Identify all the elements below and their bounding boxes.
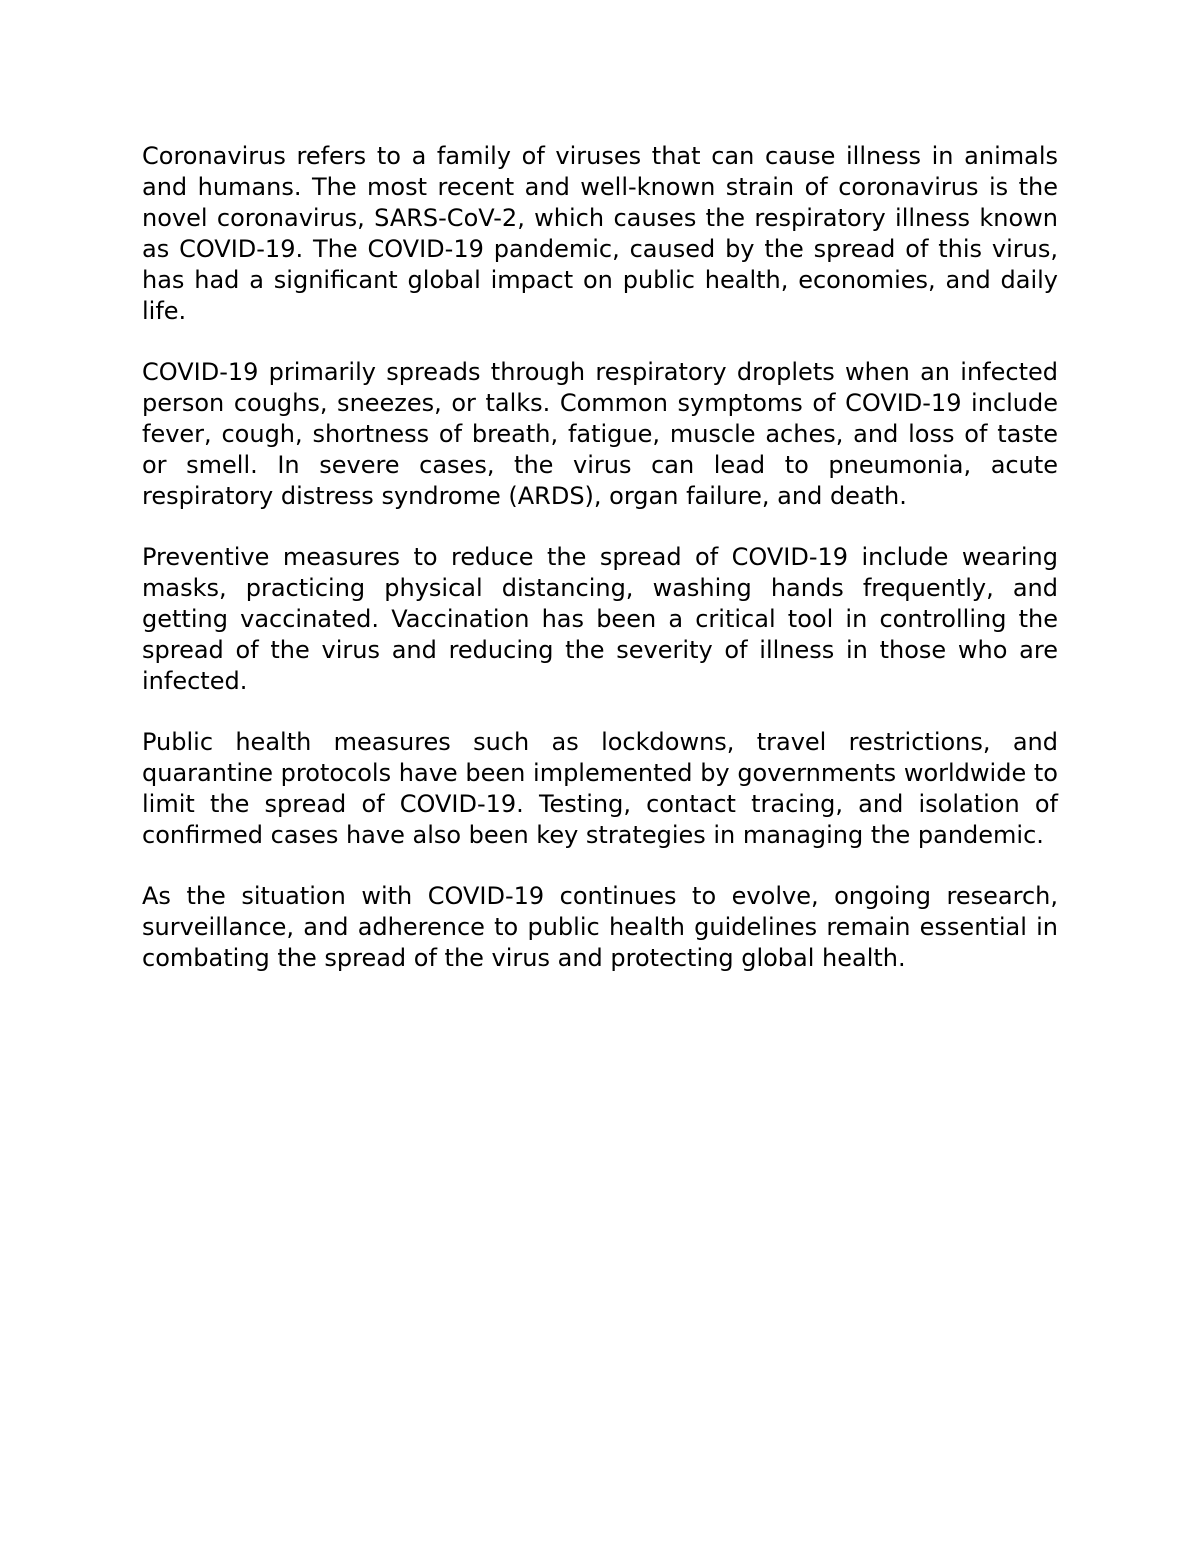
paragraph-conclusion: As the situation with COVID-19 continues to evolve, ongoing research, surveillance, and adherence to public health guidelines remain essential in combating the spread of the virus and protecting global health. bbox=[142, 882, 1058, 972]
paragraph-preventive-measures: Preventive measures to reduce the spread of COVID-19 include wearing masks, practicing physical distancing, washing hands frequently, and getting vaccinated. Vaccination has been a critical tool in controlling the spread of the virus and reducing the severity of illness in those who are infected. bbox=[142, 543, 1058, 695]
document-body bbox=[142, 141, 1058, 1004]
paragraph-coronavirus-intro: Coronavirus refers to a family of viruses that can cause illness in animals and humans. The most recent and well-known strain of coronavirus is the novel coronavirus, SARS-CoV-2, which causes the respiratory illness known as COVID-19. The COVID-19 pandemic, caused by the spread of this virus, has had a significant global impact on public health, economies, and daily life. bbox=[142, 142, 1058, 325]
paragraph-public-health-measures: Public health measures such as lockdowns, travel restrictions, and quarantine protocols have been implemented by governments worldwide to limit the spread of COVID-19. Testing, contact tracing, and isolation of confirmed cases have also been key strategies in managing the pandemic. bbox=[142, 728, 1058, 849]
paragraph-transmission-symptoms: COVID-19 primarily spreads through respiratory droplets when an infected person coughs, sneezes, or talks. Common symptoms of COVID-19 include fever, cough, shortness of breath, fatigue, muscle aches, and loss of taste or smell. In severe cases, the virus can lead to pneumonia, acute respiratory distress syndrome (ARDS), organ failure, and death. bbox=[142, 358, 1058, 510]
